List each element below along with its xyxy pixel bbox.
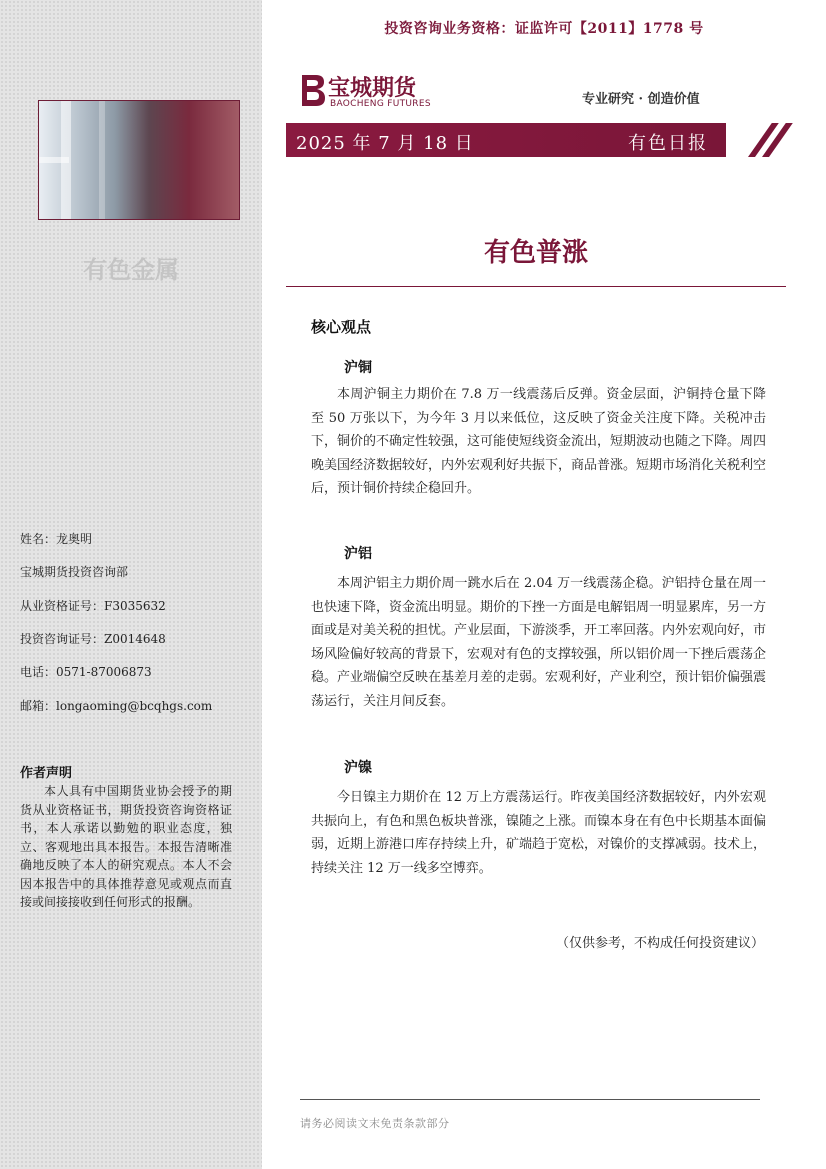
footer-note: 请务必阅读文末免责条款部分 <box>300 1117 450 1130</box>
nickel-heading: 沪镍 <box>344 760 372 776</box>
copper-heading: 沪铜 <box>344 360 372 376</box>
phone: 电话：0571-87006873 <box>20 665 152 679</box>
license-line: 投资咨询业务资格：证监许可【2011】1778 号 <box>384 21 704 37</box>
email-link[interactable]: 邮箱：longaoming@bcqhgs.com <box>20 699 213 713</box>
consulting-number: 投资咨询证号：Z0014648 <box>20 632 166 646</box>
logo-text-en: BAOCHENG FUTURES <box>330 99 431 109</box>
aluminum-paragraph: 本周沪铝主力期价周一跳水后在 2.04 万一线震荡企稳。沪铝持仓量在周一也快速下降，资金流出明显。期价的下挫一方面是电解铝周一明显累库，另一方面或是对美关税的担忧。产业层面，下游淡季，开工率回落。内外宏观向好，市场风险偏好较高的背景下，宏观对有色的支撑较强，所以铝价周一下挫后震荡企稳。产业端偏空反映在基差月差的走弱。宏观利好，产业利空，预计铝价偏强震荡运行，关注月间反套。 <box>311 576 767 709</box>
sidebar <box>0 0 262 1169</box>
footer-divider <box>300 1099 760 1100</box>
sector-label: 有色金属 <box>83 256 179 284</box>
title-divider <box>286 286 786 287</box>
department: 宝城期货投资咨询部 <box>20 565 129 579</box>
copper-paragraph: 本周沪铜主力期价在 7.8 万一线震荡后反弹。资金层面，沪铜持仓量下降至 50 万张以下，为今年 3 月以来低位，这反映了资金关注度下降。关税冲击下，铜价的不确定性较强，这可能使短线资金流出，短期波动也随之下降。周四晚美国经济数据较好，内外宏观利好共振下，商品普涨。短期市场消化关税利空后，预计铜价持续企稳回升。 <box>311 387 767 497</box>
analyst-name: 姓名：龙奥明 <box>20 532 93 546</box>
declaration-title: 作者声明 <box>20 766 73 781</box>
report-date: 2025 年 7 月 18 日 <box>296 133 474 154</box>
aluminum-heading: 沪铝 <box>344 546 372 562</box>
logo-text-cn: 宝城期货 <box>328 75 417 101</box>
report-title: 有色普涨 <box>483 238 588 268</box>
qualification-number: 从业资格证号：F3035632 <box>20 599 166 613</box>
company-logo <box>296 71 446 111</box>
declaration-text: 本人具有中国期货业协会授予的期货从业资格证书，期货投资咨询资格证书，本人承诺以勤勉的职业态度，独立、客观地出具本报告。本报告清晰准确地反映了本人的研究观点。本人不会因本报告中的具体推荐意见或观点而直接或间接接收到任何形式的报酬。 <box>20 784 232 909</box>
core-view-heading: 核心观点 <box>311 318 372 336</box>
cover-image <box>38 100 240 220</box>
logo-icon <box>296 71 326 109</box>
nickel-paragraph: 今日镍主力期价在 12 万上方震荡运行。昨夜美国经济数据较好，内外宏观共振向上，有色和黑色板块普涨，镍随之上涨。而镍本身在有色中长期基本面偏弱，近期上游港口库存持续上升，矿端趋于宽松，对镍价的支撑减弱。技术上，持续关注 12 万一线多空博弈。 <box>311 790 767 876</box>
disclaimer: （仅供参考，不构成任何投资建议） <box>555 936 764 951</box>
date-bar <box>286 123 726 157</box>
slogan: 专业研究 · 创造价值 <box>582 92 700 107</box>
report-type: 有色日报 <box>628 133 708 154</box>
